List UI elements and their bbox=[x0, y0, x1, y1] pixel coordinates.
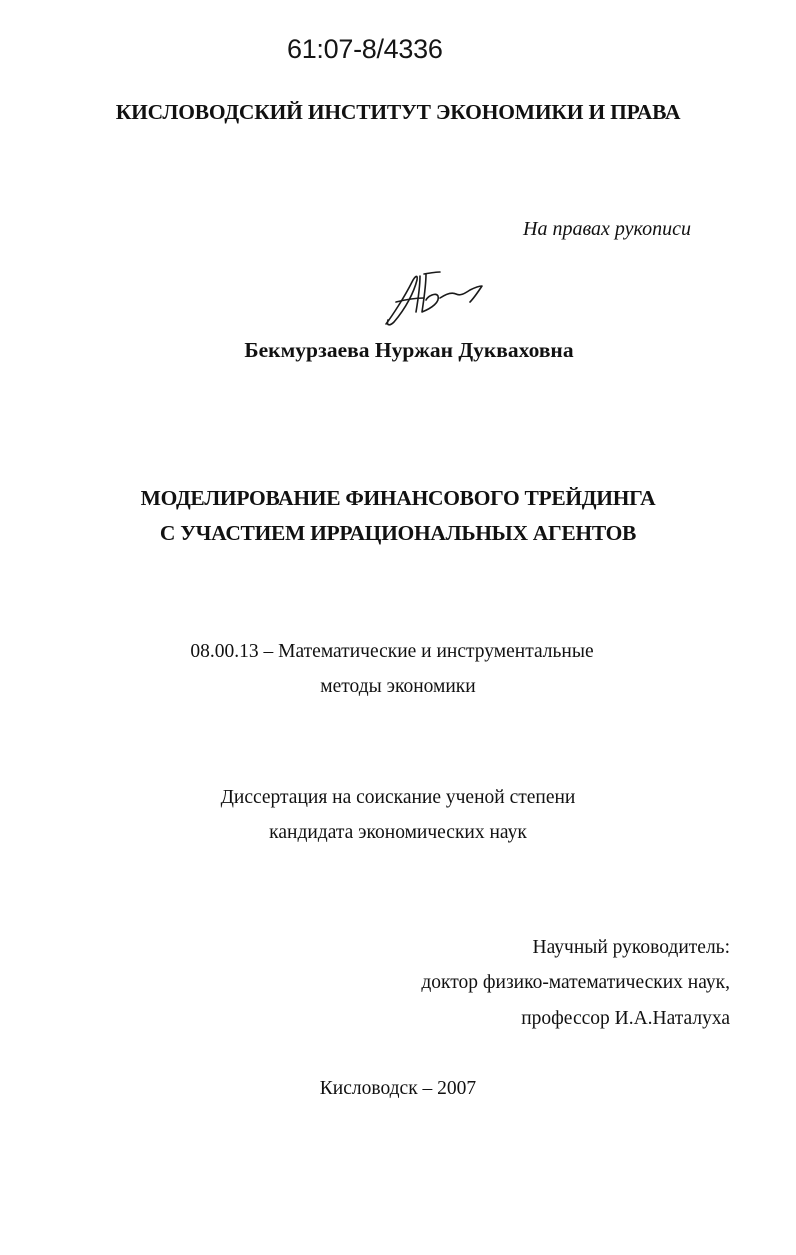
dissertation-line-2: кандидата экономических наук bbox=[269, 822, 527, 843]
catalog-number: 61:07-8/4336 bbox=[287, 34, 443, 64]
author-name: Бекмурзаева Нуржан Дукваховна bbox=[244, 338, 574, 362]
rights-notice: На правах рукописи bbox=[523, 218, 691, 240]
specialty-line-2: методы экономики bbox=[320, 676, 476, 697]
specialty-line-1: 08.00.13 – Математические и инструментальные bbox=[190, 641, 594, 662]
supervisor-label: Научный руководитель: bbox=[532, 937, 730, 958]
dissertation-line-1: Диссертация на соискание ученой степени bbox=[220, 787, 576, 808]
thesis-title-line-1: МОДЕЛИРОВАНИЕ ФИНАНСОВОГО ТРЕЙДИНГА bbox=[140, 486, 656, 510]
signature-icon bbox=[382, 268, 502, 328]
thesis-title-line-2: С УЧАСТИЕМ ИРРАЦИОНАЛЬНЫХ АГЕНТОВ bbox=[159, 521, 637, 545]
city-year: Кисловодск – 2007 bbox=[319, 1078, 477, 1099]
institute-name: КИСЛОВОДСКИЙ ИНСТИТУТ ЭКОНОМИКИ И ПРАВА bbox=[115, 100, 681, 124]
supervisor-name: профессор И.А.Наталуха bbox=[521, 1008, 730, 1029]
supervisor-degree: доктор физико-математических наук, bbox=[421, 972, 730, 993]
